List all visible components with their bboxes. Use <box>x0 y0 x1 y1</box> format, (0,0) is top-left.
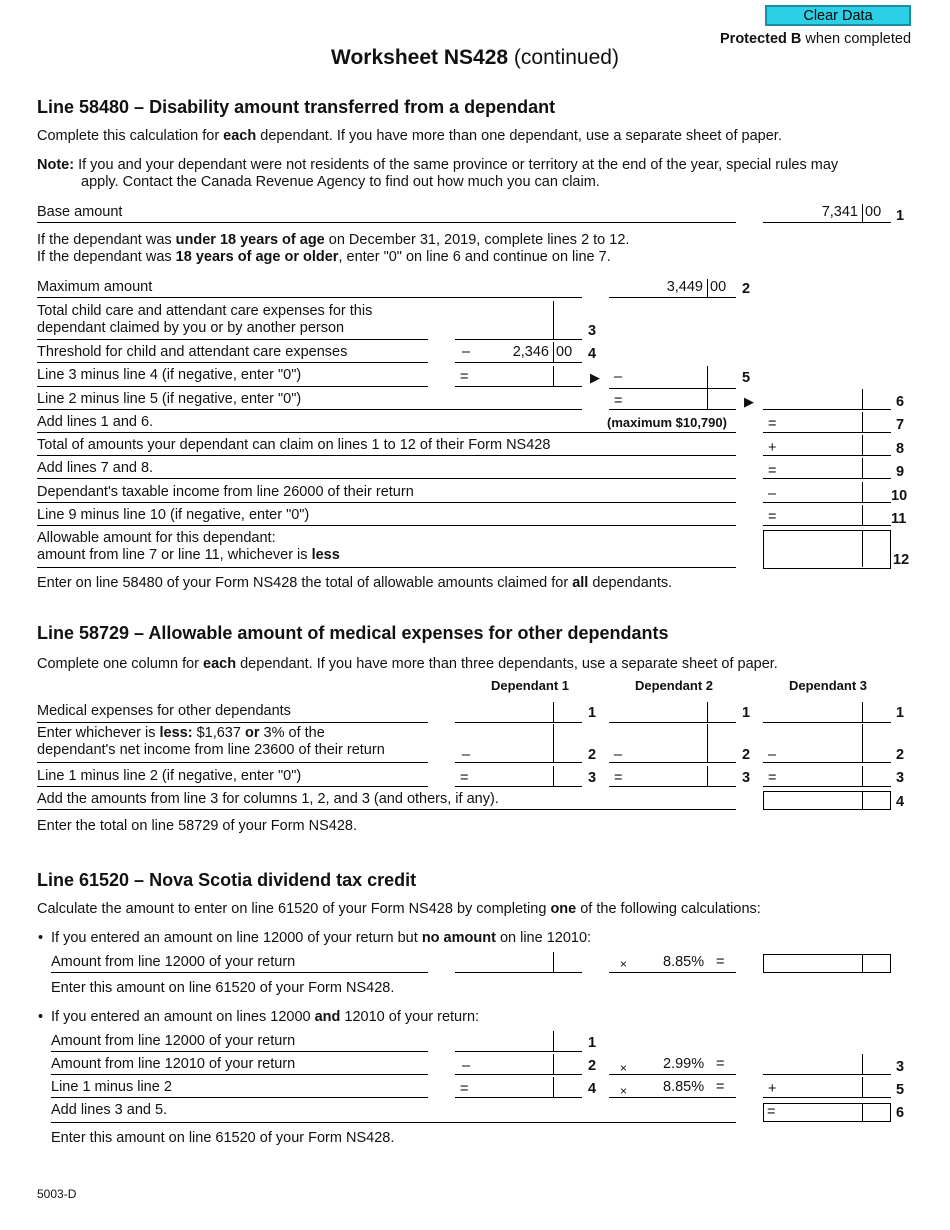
s1-l7-label: Add lines 1 and 6. <box>37 414 154 430</box>
s1-input-line[interactable] <box>455 339 582 340</box>
equals-sign: = <box>460 1081 469 1097</box>
s1-under18-b: under 18 years of age <box>175 232 325 248</box>
s3-b2-total-box[interactable] <box>763 1103 891 1122</box>
s2-r2-1d: or <box>244 725 260 741</box>
s3-input-line[interactable] <box>455 1051 582 1052</box>
s1-line-num: 8 <box>896 441 905 457</box>
times-sign: × <box>620 957 628 971</box>
s3-intro <box>37 901 761 918</box>
s3-b1-rate: 8.85% <box>663 954 705 970</box>
s2-input-line[interactable] <box>609 762 736 763</box>
s1-under18-a: If the dependant was <box>37 232 176 248</box>
s2-line-num: 1 <box>896 705 905 721</box>
s1-input-line[interactable] <box>763 409 891 410</box>
protected-rest: when completed <box>801 31 912 47</box>
s3-rule <box>609 972 736 973</box>
s1-cents-divider <box>862 389 863 409</box>
minus-sign: – <box>462 344 471 360</box>
s2-col-dependant-1: Dependant 1 <box>490 678 569 693</box>
s3-rule <box>51 972 428 973</box>
s1-rule <box>455 362 582 363</box>
s3-heading: Line 61520 – Nova Scotia dividend tax credit <box>37 870 417 890</box>
s1-line-num: 11 <box>891 511 907 527</box>
s2-intro-c: dependant. If you have more than three dependants, use a separate sheet of paper. <box>236 656 778 672</box>
s1-footer-b: all <box>572 575 589 591</box>
title-rest: (continued) <box>508 46 619 69</box>
s3-cents-divider <box>553 1077 554 1097</box>
s3-cents-divider <box>862 1104 863 1121</box>
s1-cents-divider <box>862 531 863 567</box>
s3-b2-footer: Enter this amount on line 61520 of your Form NS428. <box>51 1130 395 1146</box>
s2-r2-1b: less: <box>159 725 193 741</box>
s1-cents-divider <box>553 366 554 386</box>
s2-intro-a: Complete one column for <box>37 656 204 672</box>
s1-l8-label: Total of amounts your dependant can claim on lines 1 to 12 of their Form NS428 <box>37 437 551 453</box>
s3-line-num: 5 <box>896 1082 905 1098</box>
s1-note-line2: apply. Contact the Canada Revenue Agency to find out how much you can claim. <box>81 174 600 190</box>
minus-sign: – <box>614 747 623 763</box>
times-sign: × <box>620 1084 628 1098</box>
clear-data-button[interactable]: Clear Data <box>765 5 911 26</box>
s3-b2-a: If you entered an amount on lines 12000 <box>51 1009 315 1025</box>
equals-sign: = <box>614 393 623 409</box>
s1-rule <box>37 432 736 433</box>
minus-sign: – <box>614 369 623 385</box>
s2-cents-divider <box>553 766 554 786</box>
s3-rule <box>51 1051 428 1052</box>
s2-line-num: 1 <box>742 705 751 721</box>
equals-sign: = <box>716 1079 725 1095</box>
s3-b1-footer: Enter this amount on line 61520 of your Form NS428. <box>51 980 395 996</box>
s2-line-num: 3 <box>742 770 751 786</box>
s2-cents-divider <box>862 702 863 722</box>
s1-l12-label1: Allowable amount for this dependant: <box>37 530 276 546</box>
equals-sign: = <box>768 416 777 432</box>
s2-line-num: 1 <box>588 705 597 721</box>
s3-intro-a: Calculate the amount to enter on line 61520 of your Form NS428 by completing <box>37 901 551 917</box>
s3-line-num: 1 <box>588 1035 597 1051</box>
s1-footer <box>37 575 672 592</box>
s2-cents-divider <box>862 766 863 786</box>
s1-line-num: 6 <box>896 394 905 410</box>
s1-rule <box>37 478 736 479</box>
s1-base-dollars: 7,341 <box>821 204 858 220</box>
s3-input-line[interactable] <box>455 1097 582 1098</box>
s1-line-num: 4 <box>588 346 597 362</box>
equals-sign: = <box>716 954 725 970</box>
s1-input-line[interactable] <box>763 525 891 526</box>
s2-cents-divider <box>553 702 554 722</box>
s3-input-line[interactable] <box>763 1097 891 1098</box>
s2-rule <box>37 809 736 810</box>
s1-l4-cents: 00 <box>556 344 573 360</box>
s2-cents-divider <box>707 724 708 762</box>
s1-over18 <box>37 249 611 266</box>
s2-line-num: 4 <box>896 794 905 810</box>
s1-max-label: Maximum amount <box>37 279 153 295</box>
s1-cents-divider <box>862 412 863 432</box>
s1-l3-label2: dependant claimed by you or by another person <box>37 320 345 336</box>
s2-rule <box>37 786 428 787</box>
s1-input-line[interactable] <box>763 432 891 433</box>
s2-input-line[interactable] <box>763 762 891 763</box>
bullet-icon: • <box>38 1009 44 1025</box>
s3-intro-c: of the following calculations: <box>576 901 761 917</box>
s3-b1-c: on line 12010: <box>495 930 592 946</box>
s3-b2-l6-label: Add lines 3 and 5. <box>51 1102 168 1118</box>
s3-cents-divider <box>862 955 863 972</box>
s2-line-num: 2 <box>588 747 597 763</box>
s1-cents-divider <box>553 342 554 362</box>
s1-l5-label: Line 3 minus line 4 (if negative, enter "0") <box>37 367 302 383</box>
s2-cents-divider <box>862 792 863 809</box>
s3-b2-l2-label: Amount from line 12010 of your return <box>51 1056 296 1072</box>
s1-note-line1 <box>37 157 838 174</box>
s1-line-num: 10 <box>891 488 908 504</box>
s1-rule <box>763 222 891 223</box>
s2-line-num: 3 <box>588 770 597 786</box>
s1-cents-divider <box>707 279 708 297</box>
s2-r3-label: Line 1 minus line 2 (if negative, enter "0") <box>37 768 302 784</box>
s1-cents-divider <box>862 204 863 222</box>
plus-sign: + <box>768 440 777 456</box>
s1-l12-box[interactable] <box>763 530 891 569</box>
s1-line-num: 9 <box>896 464 905 480</box>
s1-input-line[interactable] <box>455 386 582 387</box>
s1-rule <box>37 525 736 526</box>
s1-input-line[interactable] <box>763 502 891 503</box>
minus-sign: – <box>768 747 777 763</box>
bullet-icon: • <box>38 930 44 946</box>
s3-rule <box>51 1097 428 1098</box>
s3-cents-divider <box>862 1054 863 1074</box>
s3-line-num: 6 <box>896 1105 905 1121</box>
s1-l12-label2b: less <box>311 547 340 563</box>
s2-rule <box>37 722 428 723</box>
s1-input-line[interactable] <box>609 409 736 410</box>
s1-intro-c: dependant. If you have more than one dependant, use a separate sheet of paper. <box>256 128 782 144</box>
minus-sign: – <box>462 747 471 763</box>
s1-base-label: Base amount <box>37 204 123 220</box>
s3-b2-c: 12010 of your return: <box>340 1009 480 1025</box>
s3-cents-divider <box>553 1054 554 1074</box>
equals-sign: = <box>460 369 469 385</box>
s3-input-line[interactable] <box>455 972 582 973</box>
s3-b1-label: Amount from line 12000 of your return <box>51 954 296 970</box>
s1-cents-divider <box>553 301 554 339</box>
s3-input-line[interactable] <box>763 1074 891 1075</box>
title-bold: Worksheet NS428 <box>331 46 509 69</box>
s2-r1-label: Medical expenses for other dependants <box>37 703 291 719</box>
s2-line-num: 3 <box>896 770 905 786</box>
s1-cents-divider <box>707 366 708 388</box>
protected-b: Protected B <box>720 31 802 47</box>
equals-sign: = <box>768 509 777 525</box>
s2-input-line[interactable] <box>763 786 891 787</box>
s1-rule <box>37 409 582 410</box>
s2-input-line[interactable] <box>609 722 736 723</box>
s1-input-line[interactable] <box>609 388 736 389</box>
s2-input-line[interactable] <box>455 762 582 763</box>
s1-rule <box>37 502 736 503</box>
s2-cents-divider <box>707 766 708 786</box>
s2-cents-divider <box>553 724 554 762</box>
s2-input-line[interactable] <box>763 722 891 723</box>
s3-b2-rate4: 8.85% <box>663 1079 705 1095</box>
s1-l6-label: Line 2 minus line 5 (if negative, enter "0") <box>37 391 302 407</box>
s1-over18-c: , enter "0" on line 6 and continue on line 7. <box>338 249 611 265</box>
s3-intro-b: one <box>550 901 577 917</box>
s1-rule <box>37 297 582 298</box>
s1-input-line[interactable] <box>763 478 891 479</box>
s1-heading: Line 58480 – Disability amount transferred from a dependant <box>37 97 556 117</box>
s2-col-dependant-2: Dependant 2 <box>634 678 713 693</box>
s2-line-num: 2 <box>896 747 905 763</box>
s1-intro <box>37 128 782 145</box>
s1-l12-label2 <box>37 547 340 564</box>
s1-rule <box>37 222 736 223</box>
s3-b2-rate2: 2.99% <box>663 1056 705 1072</box>
s3-line-num: 4 <box>588 1081 597 1097</box>
s1-note-label: Note: <box>37 157 75 173</box>
s1-l11-label: Line 9 minus line 10 (if negative, enter "0") <box>37 507 310 523</box>
s2-r2-1a: Enter whichever is <box>37 725 160 741</box>
s2-input-line[interactable] <box>455 722 582 723</box>
s1-intro-a: Complete this calculation for <box>37 128 224 144</box>
s1-l7-max: (maximum $10,790) <box>607 415 727 430</box>
equals-sign: = <box>614 770 623 786</box>
s1-line-num: 1 <box>896 208 905 224</box>
s2-heading: Line 58729 – Allowable amount of medical expenses for other dependants <box>37 623 669 643</box>
arrow-right-icon: ▶ <box>744 394 754 409</box>
s2-cents-divider <box>707 702 708 722</box>
s3-bullet2 <box>51 1009 479 1026</box>
s1-max-dollars: 3,449 <box>666 279 703 295</box>
minus-sign: – <box>768 486 777 502</box>
s2-col-dependant-3: Dependant 3 <box>788 678 867 693</box>
s2-input-line[interactable] <box>609 786 736 787</box>
s1-rule <box>37 339 428 340</box>
equals-sign: = <box>768 770 777 786</box>
s1-base-cents: 00 <box>865 204 882 220</box>
s2-rule <box>37 762 428 763</box>
s2-cents-divider <box>862 724 863 762</box>
minus-sign: – <box>462 1058 471 1074</box>
s3-line-num: 2 <box>588 1058 597 1074</box>
s3-bullet1 <box>51 930 591 947</box>
s1-footer-c: dependants. <box>588 575 673 591</box>
s3-b2-l4-label: Line 1 minus line 2 <box>51 1079 172 1095</box>
equals-sign: = <box>767 1104 776 1120</box>
s3-rule <box>51 1074 428 1075</box>
arrow-right-icon: ▶ <box>590 370 600 385</box>
s3-cents-divider <box>862 1077 863 1097</box>
equals-sign: = <box>460 770 469 786</box>
s3-rule <box>609 1097 736 1098</box>
s3-rule <box>51 1122 736 1123</box>
equals-sign: = <box>768 463 777 479</box>
s1-over18-a: If the dependant was <box>37 249 176 265</box>
s1-rule <box>37 455 736 456</box>
s2-input-line[interactable] <box>455 786 582 787</box>
equals-sign: = <box>716 1056 725 1072</box>
s1-line-num: 2 <box>742 281 751 297</box>
s1-l4-label: Threshold for child and attendant care expenses <box>37 344 348 360</box>
s3-cents-divider <box>553 952 554 972</box>
s2-r2-1e: 3% of the <box>259 725 325 741</box>
times-sign: × <box>620 1061 628 1075</box>
s2-intro-b: each <box>203 656 237 672</box>
s2-total-box[interactable] <box>763 791 891 810</box>
s3-rule <box>609 1074 736 1075</box>
s2-line-num: 2 <box>742 747 751 763</box>
s2-r2-1c: $1,637 <box>192 725 245 741</box>
s2-r2-label2: dependant's net income from line 23600 of their return <box>37 742 385 758</box>
s1-line-num: 3 <box>588 323 597 339</box>
s1-under18 <box>37 232 629 249</box>
s3-b1-b: no amount <box>421 930 496 946</box>
s1-cents-divider <box>862 505 863 525</box>
s1-rule <box>609 297 736 298</box>
s1-under18-c: on December 31, 2019, complete lines 2 to 12. <box>324 232 630 248</box>
s1-line-num: 12 <box>893 552 910 568</box>
s1-cents-divider <box>862 458 863 478</box>
s1-rule <box>37 362 428 363</box>
plus-sign: + <box>768 1081 777 1097</box>
s1-line-num: 5 <box>742 370 751 386</box>
s1-over18-b: 18 years of age or older <box>175 249 339 265</box>
s1-l4-dollars: 2,346 <box>512 344 549 360</box>
s1-rule <box>37 567 736 568</box>
s1-cents-divider <box>862 482 863 502</box>
s2-footer: Enter the total on line 58729 of your Form NS428. <box>37 818 357 834</box>
s1-l9-label: Add lines 7 and 8. <box>37 460 154 476</box>
s1-input-line[interactable] <box>763 455 891 456</box>
s3-line-num: 3 <box>896 1059 905 1075</box>
s1-l12-label2a: amount from line 7 or line 11, whichever is <box>37 547 312 563</box>
s1-max-cents: 00 <box>710 279 727 295</box>
s3-cents-divider <box>553 1031 554 1051</box>
s1-rule <box>37 386 428 387</box>
page-title <box>0 46 950 70</box>
s1-cents-divider <box>707 389 708 409</box>
s3-b1-result-box[interactable] <box>763 954 891 973</box>
s3-b2-b: and <box>314 1009 341 1025</box>
s3-b2-l1-label: Amount from line 12000 of your return <box>51 1033 296 1049</box>
s1-l3-label1: Total child care and attendant care expenses for this <box>37 303 373 319</box>
s1-intro-b: each <box>223 128 257 144</box>
s3-input-line[interactable] <box>455 1074 582 1075</box>
s1-line-num: 7 <box>896 417 905 433</box>
s2-r4-label: Add the amounts from line 3 for columns 1, 2, and 3 (and others, if any). <box>37 791 499 807</box>
s1-cents-divider <box>862 435 863 455</box>
s3-b1-a: If you entered an amount on line 12000 of your return but <box>51 930 422 946</box>
s2-intro <box>37 656 778 673</box>
s1-footer-a: Enter on line 58480 of your Form NS428 the total of allowable amounts claimed for <box>37 575 573 591</box>
s2-r2-label1 <box>37 725 325 742</box>
s1-note-text1: If you and your dependant were not residents of the same province or territory at the end of the year, special rules may <box>74 157 839 173</box>
form-code: 5003-D <box>37 1187 77 1201</box>
s1-l10-label: Dependant's taxable income from line 26000 of their return <box>37 484 414 500</box>
